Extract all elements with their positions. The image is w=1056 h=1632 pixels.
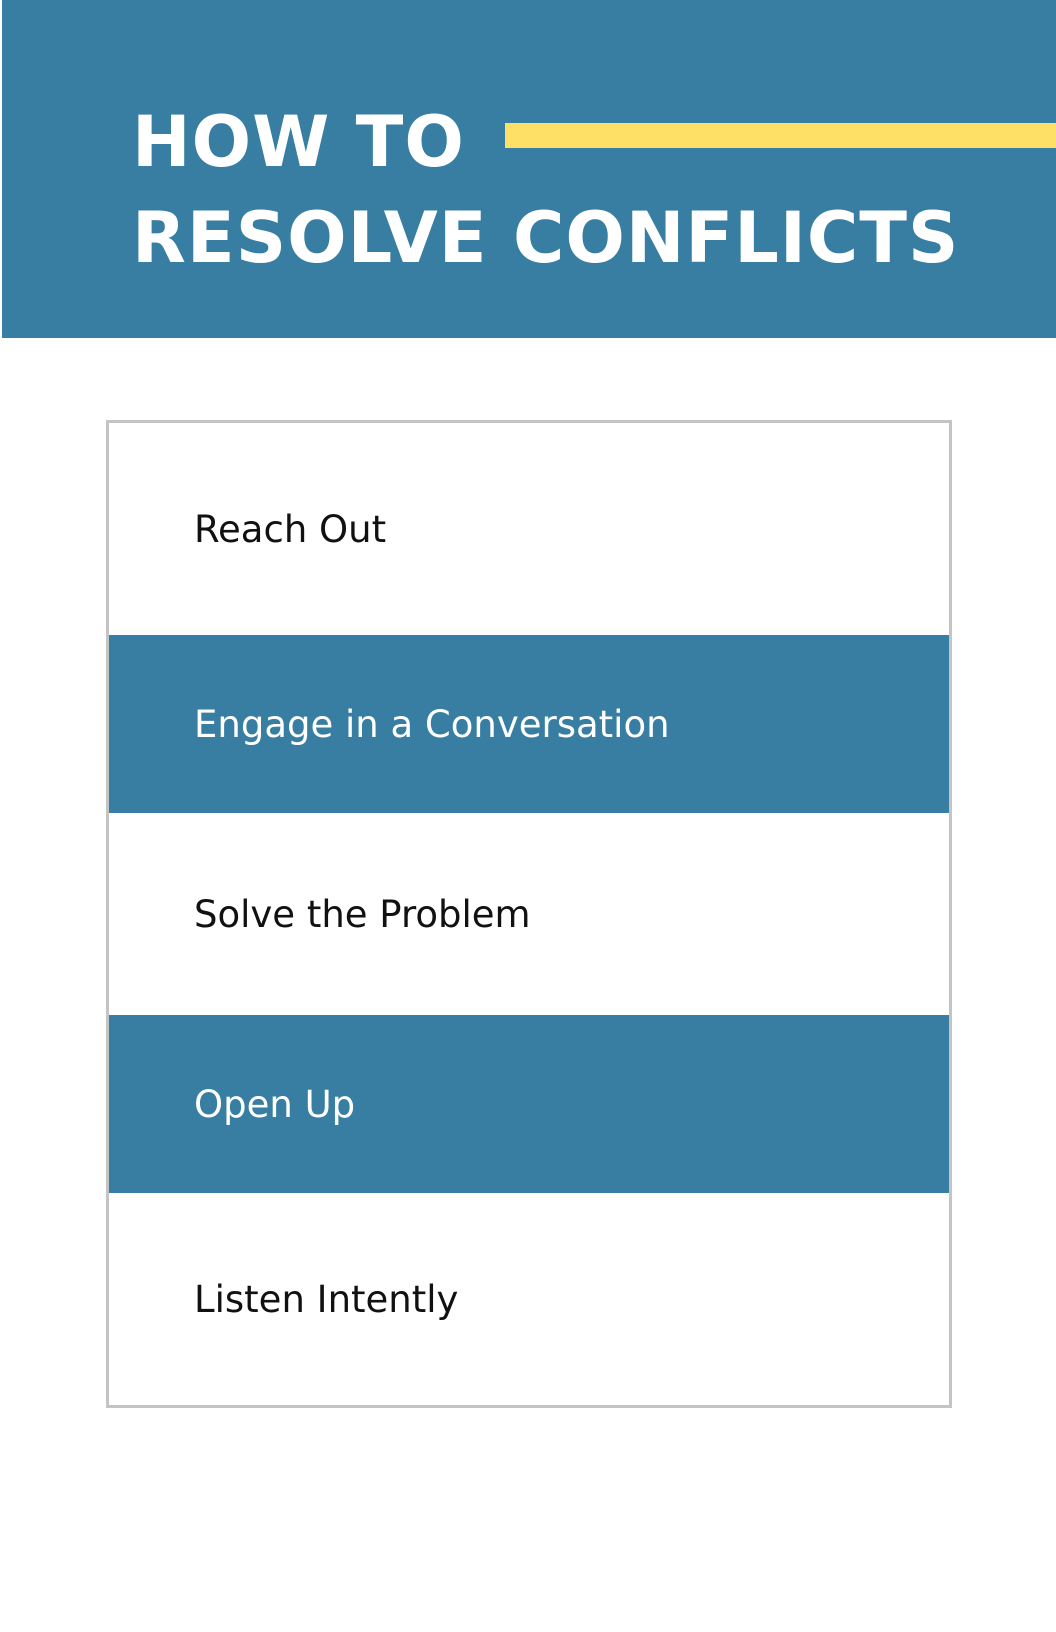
list-item <box>109 1193 949 1405</box>
step-label: Listen Intently <box>194 1277 459 1321</box>
title-line-2: RESOLVE CONFLICTS <box>132 197 960 279</box>
step-label: Reach Out <box>194 507 387 551</box>
list-item <box>109 1015 949 1193</box>
steps-list <box>106 420 952 1408</box>
header-banner <box>2 0 1056 338</box>
list-item <box>109 423 949 635</box>
step-label: Open Up <box>194 1082 356 1126</box>
list-item <box>109 813 949 1015</box>
title-line-1: HOW TO <box>132 101 465 183</box>
list-item <box>109 635 949 813</box>
accent-bar <box>505 123 1056 148</box>
step-label: Solve the Problem <box>194 892 531 936</box>
step-label: Engage in a Conversation <box>194 702 670 746</box>
